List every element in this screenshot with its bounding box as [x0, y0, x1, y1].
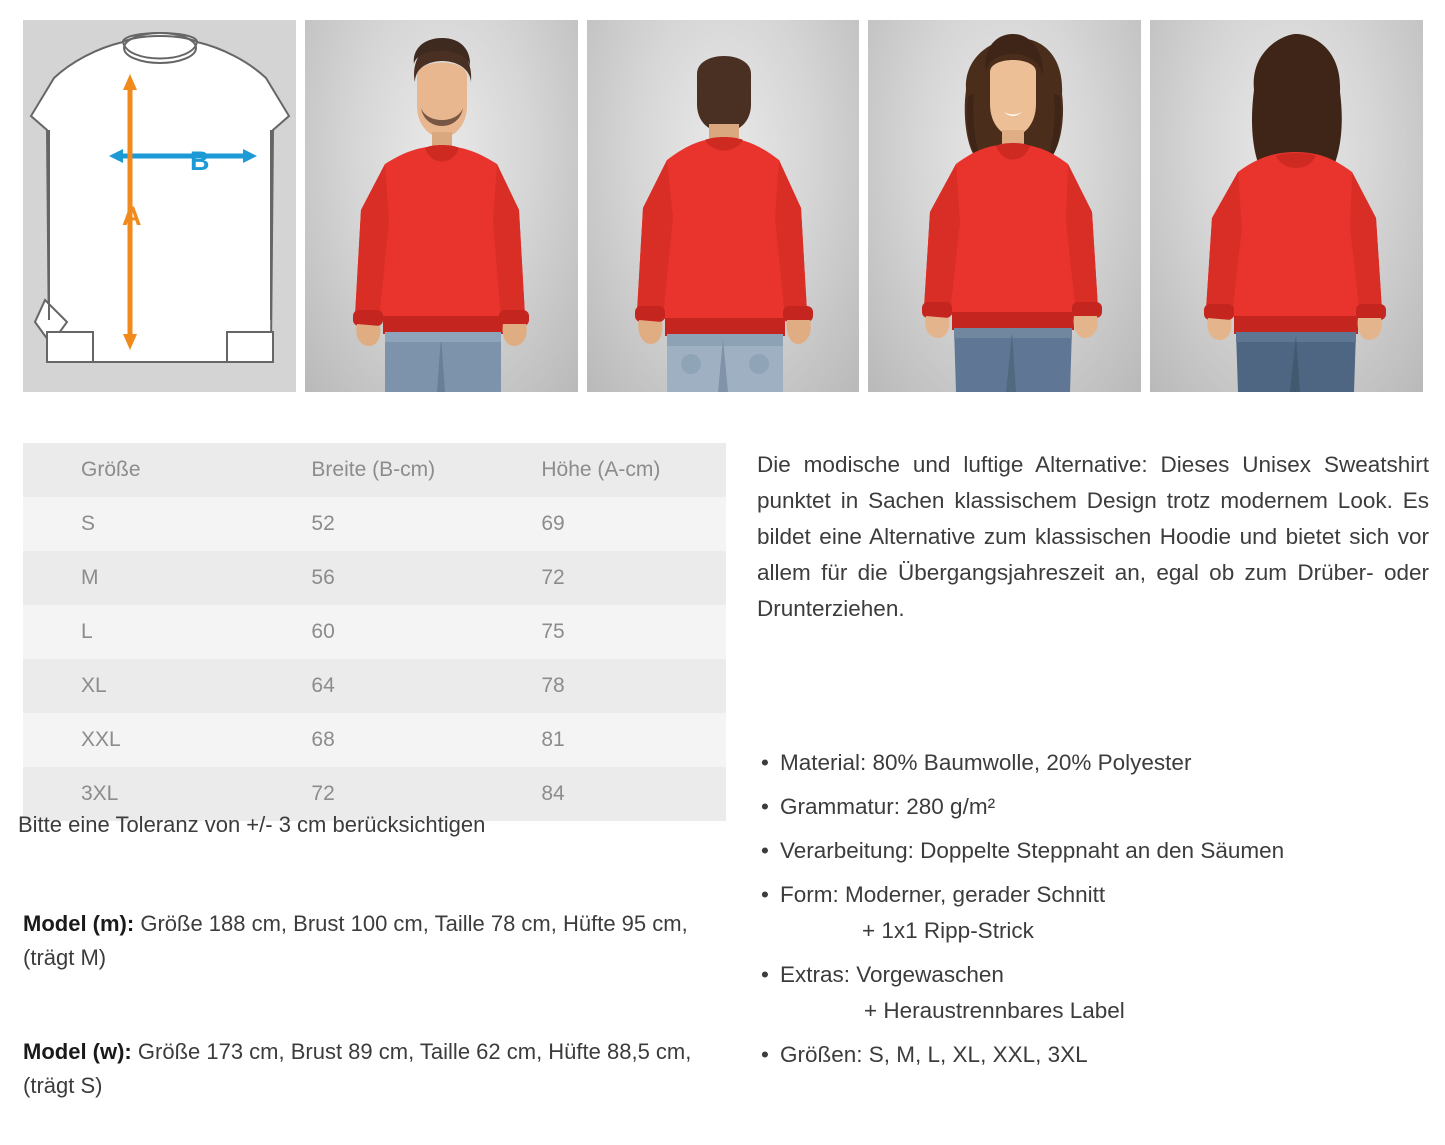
feature-weight: Grammatur: 280 g/m² — [780, 794, 996, 819]
male-front-illustration — [305, 20, 578, 392]
cell-size: M — [81, 566, 99, 589]
model-male-label: Model (m): — [23, 911, 135, 936]
female-front-illustration — [868, 20, 1141, 392]
list-item — [757, 957, 1437, 1029]
cell-width: 56 — [311, 566, 335, 589]
model-male-front-photo — [305, 20, 578, 392]
feature-extras-sub: + Heraustrennbares Label — [864, 998, 1125, 1023]
cell-size: XXL — [81, 728, 121, 751]
table-row — [23, 713, 726, 767]
feature-extras: Extras: Vorgewaschen — [780, 962, 1004, 987]
model-female-label: Model (w): — [23, 1039, 132, 1064]
cell-width: 68 — [311, 728, 335, 751]
male-back-illustration — [587, 20, 860, 392]
column-header-height: Höhe (A-cm) — [541, 458, 661, 481]
column-header-width: Breite (B-cm) — [311, 458, 436, 481]
size-chart-body — [23, 497, 726, 821]
female-back-illustration — [1150, 20, 1423, 392]
cell-width: 60 — [311, 620, 335, 643]
feature-construction: Verarbeitung: Doppelte Steppnaht an den Säumen — [780, 838, 1285, 863]
table-row — [23, 659, 726, 713]
cell-width: 64 — [311, 674, 335, 697]
model-male-measurements: Größe 188 cm, Brust 100 cm, Taille 78 cm, Hüfte 95 cm, (trägt M) — [23, 911, 688, 970]
cell-size: L — [81, 620, 93, 643]
feature-material: Material: 80% Baumwolle, 20% Polyester — [780, 750, 1192, 775]
table-row — [23, 497, 726, 551]
feature-sizes: Größen: S, M, L, XL, XXL, 3XL — [780, 1042, 1088, 1067]
feature-fit: Form: Moderner, gerader Schnitt — [780, 882, 1106, 907]
cell-height: 69 — [541, 512, 565, 535]
cell-height: 78 — [541, 674, 565, 697]
cell-height: 84 — [541, 782, 565, 805]
table-row — [23, 551, 726, 605]
cell-height: 81 — [541, 728, 565, 751]
model-male-info — [23, 907, 723, 975]
cell-size: XL — [81, 674, 107, 697]
column-header-size: Größe — [81, 458, 141, 481]
model-female-measurements: Größe 173 cm, Brust 89 cm, Taille 62 cm, Hüfte 88,5 cm, (trägt S) — [23, 1039, 692, 1098]
cell-size: S — [81, 512, 96, 535]
feature-fit-sub: + 1x1 Ripp-Strick — [862, 918, 1034, 943]
width-label: B — [190, 146, 210, 176]
model-female-info — [23, 1035, 723, 1103]
cell-height: 75 — [541, 620, 565, 643]
size-chart-table — [23, 443, 726, 821]
list-item — [757, 745, 1437, 781]
list-item — [757, 1037, 1437, 1073]
cell-height: 72 — [541, 566, 565, 589]
height-label: A — [122, 201, 142, 231]
model-male-back-photo — [587, 20, 860, 392]
list-item — [757, 877, 1437, 949]
product-image-strip — [23, 20, 1423, 392]
model-female-back-photo — [1150, 20, 1423, 392]
tolerance-note: Bitte eine Toleranz von +/- 3 cm berücksichtigen — [18, 812, 486, 837]
cell-size: 3XL — [81, 782, 119, 805]
size-chart-header — [23, 443, 726, 497]
product-description: Die modische und luftige Alternative: Dieses Unisex Sweatshirt punktet in Sachen klassischem Design trotz modernem Look. Es bildet eine Alternative zum klassischen Hoodie und bietet sich vor allem für die Übergangsjahreszeit an, egal ob zum Drüber- oder Drunterziehen. — [757, 452, 1429, 621]
list-item — [757, 789, 1437, 825]
cell-width: 72 — [311, 782, 335, 805]
model-female-front-photo — [868, 20, 1141, 392]
product-features-list — [757, 745, 1437, 1081]
table-row — [23, 605, 726, 659]
list-item — [757, 833, 1437, 869]
sweatshirt-outline-icon — [23, 20, 296, 392]
cell-width: 52 — [311, 512, 335, 535]
table-header-row — [23, 443, 726, 497]
sweatshirt-measurement-diagram — [23, 20, 296, 392]
